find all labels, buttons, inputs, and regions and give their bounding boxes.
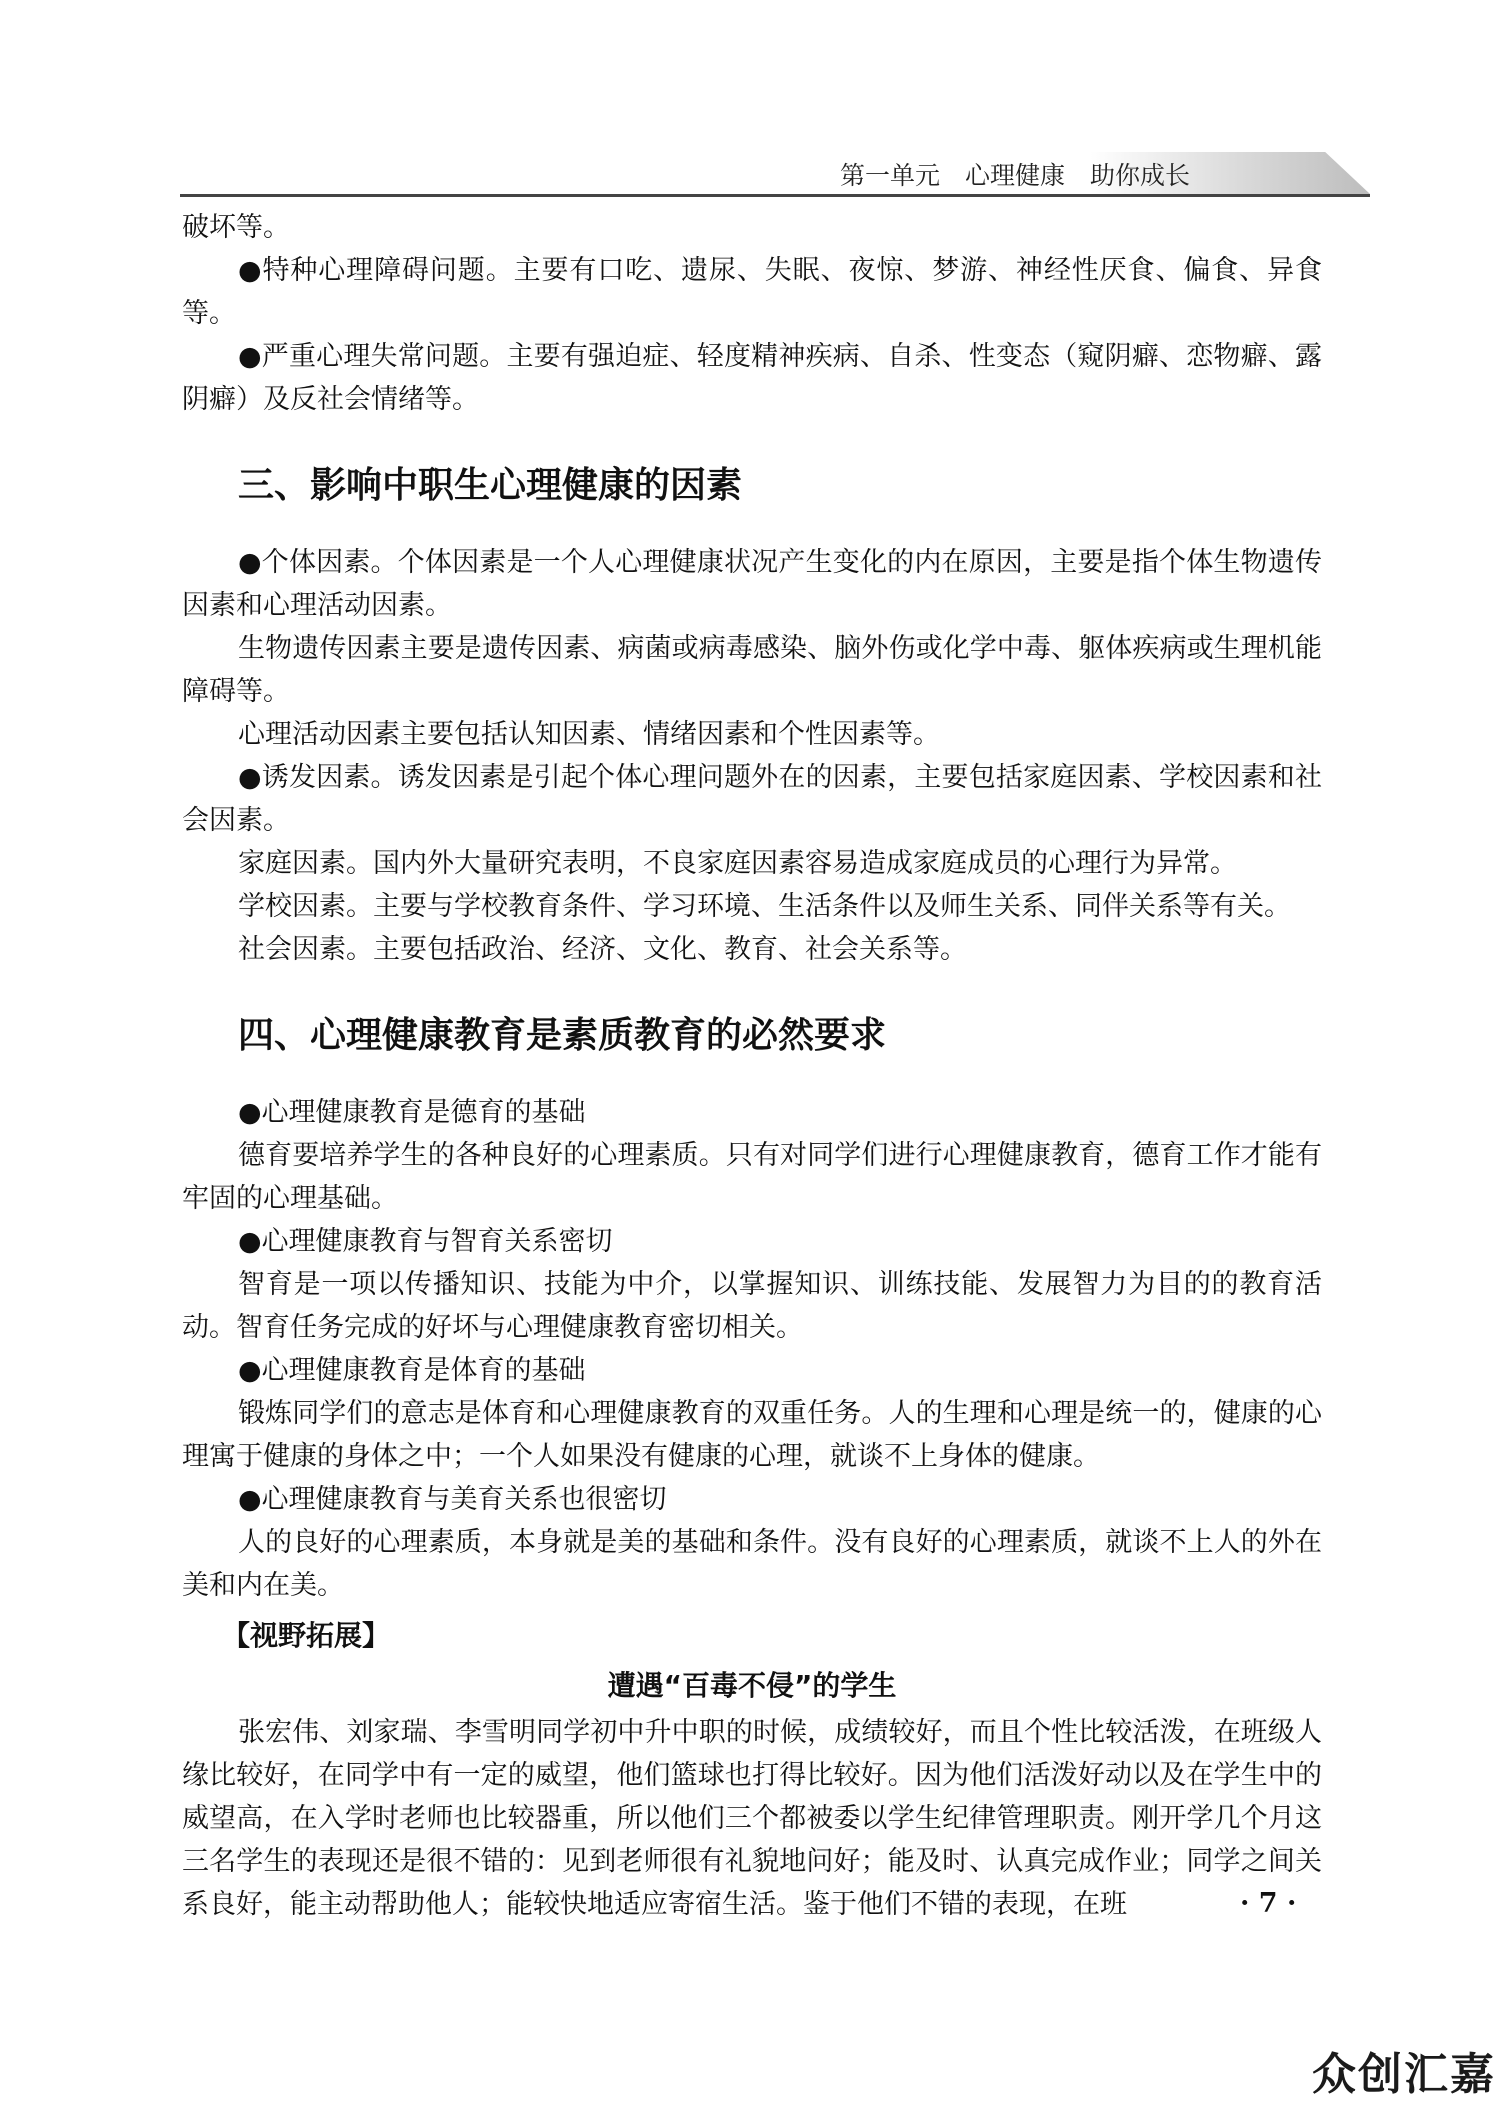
story-title: 遭遇“百毒不侵”的学生: [607, 1669, 897, 1702]
paragraph: 生物遗传因素主要是遗传因素、病菌或病毒感染、脑外伤或化学中毒、躯体疾病或生理机能障碍等。: [182, 633, 1322, 707]
paragraph: ●诱发因素。诱发因素是引起个体心理问题外在的因素，主要包括家庭因素、学校因素和社会因素。: [182, 762, 1322, 836]
paragraph: 社会因素。主要包括政治、经济、文化、教育、社会关系等。: [238, 934, 967, 965]
paragraph: 德育要培养学生的各种良好的心理素质。只有对同学们进行心理健康教育，德育工作才能有牢固的心理基础。: [182, 1140, 1322, 1214]
bullet-heading: ●心理健康教育与智育关系密切: [238, 1226, 613, 1257]
paragraph: ●特种心理障碍问题。主要有口吃、遗尿、失眠、夜惊、梦游、神经性厌食、偏食、异食等。: [182, 255, 1322, 329]
paragraph: 智育是一项以传播知识、技能为中介，以掌握知识、训练技能、发展智力为目的的教育活动。智育任务完成的好坏与心理健康教育密切相关。: [182, 1269, 1322, 1343]
header-title: 第一单元 心理健康 助你成长: [839, 161, 1190, 190]
paragraph: ●严重心理失常问题。主要有强迫症、轻度精神疾病、自杀、性变态（窥阴癖、恋物癖、露阴癖）及反社会情绪等。: [182, 341, 1322, 415]
running-header: [180, 152, 1370, 196]
page-content: [182, 206, 1322, 1926]
paragraph: 锻炼同学们的意志是体育和心理健康教育的双重任务。人的生理和心理是统一的，健康的心理寓于健康的身体之中；一个人如果没有健康的心理，就谈不上身体的健康。: [182, 1398, 1322, 1472]
section-heading-4: 四、心理健康教育是素质教育的必然要求: [238, 1015, 887, 1056]
bullet-heading: ●心理健康教育与美育关系也很密切: [238, 1484, 667, 1515]
story-paragraph: 张宏伟、刘家瑞、李雪明同学初中升中职的时候，成绩较好，而且个性比较活泼，在班级人缘比较好，在同学中有一定的威望，他们篮球也打得比较好。因为他们活泼好动以及在学生中的威望高，在入学时老师也比较器重，所以他们三个都被委以学生纪律管理职责。刚开学几个月这三名学生的表现还是很不错的：见到老师很有礼貌地问好；能及时、认真完成作业；同学之间关系良好，能主动帮助他人；能较快地适应寄宿生活。鉴于他们不错的表现，在班: [182, 1717, 1322, 1920]
paragraph: 心理活动因素主要包括认知因素、情绪因素和个性因素等。: [238, 719, 940, 750]
section-heading-3: 三、影响中职生心理健康的因素: [238, 465, 743, 506]
paragraph: 家庭因素。国内外大量研究表明，不良家庭因素容易造成家庭成员的心理行为异常。: [238, 848, 1237, 879]
watermark-logo: 众创汇嘉: [1312, 2049, 1496, 2100]
bullet-heading: ●心理健康教育是体育的基础: [238, 1355, 586, 1386]
paragraph: ●个体因素。个体因素是一个人心理健康状况产生变化的内在原因，主要是指个体生物遗传因素和心理活动因素。: [182, 547, 1322, 621]
paragraph: 学校因素。主要与学校教育条件、学习环境、生活条件以及师生关系、同伴关系等有关。: [238, 891, 1291, 922]
page-number: · 7 ·: [1240, 1888, 1297, 1919]
header-rule: [180, 194, 1370, 197]
extension-tag: 【视野拓展】: [222, 1619, 391, 1652]
paragraph: 人的良好的心理素质，本身就是美的基础和条件。没有良好的心理素质，就谈不上人的外在美和内在美。: [182, 1527, 1322, 1601]
paragraph: 破坏等。: [182, 212, 290, 243]
bullet-heading: ●心理健康教育是德育的基础: [238, 1097, 586, 1128]
